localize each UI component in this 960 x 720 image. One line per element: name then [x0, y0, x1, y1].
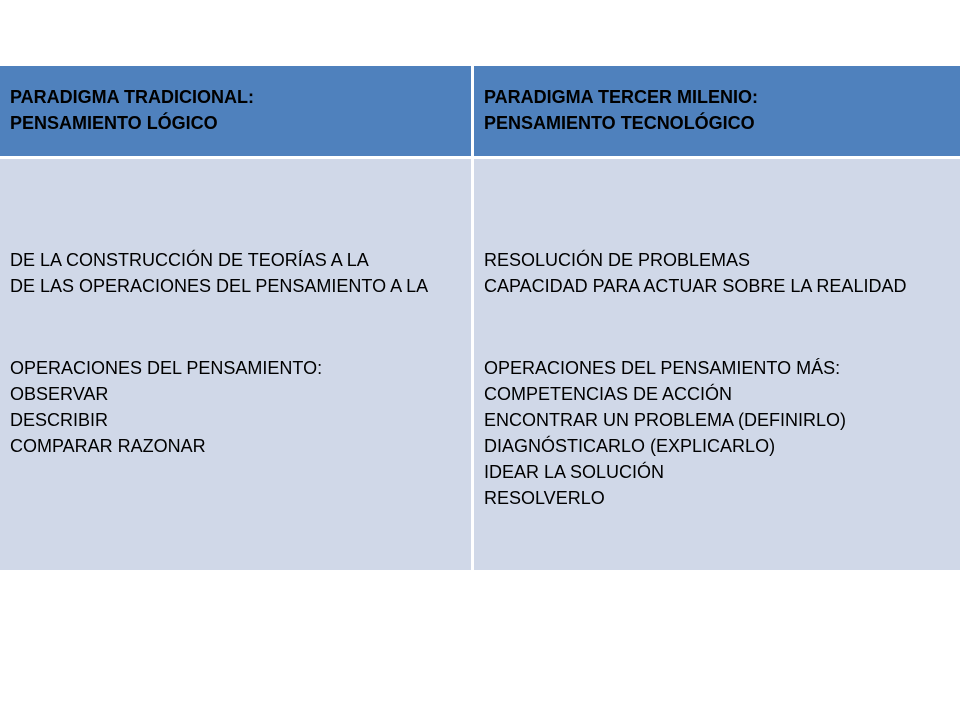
traditional-operations-heading: OPERACIONES DEL PENSAMIENTO: — [10, 358, 323, 378]
traditional-operation-item: DESCRIBIR — [10, 410, 109, 430]
traditional-operations — [10, 355, 471, 459]
third-millennium-intro-line: RESOLUCIÓN DE PROBLEMAS — [484, 250, 751, 270]
traditional-intro-line: DE LAS OPERACIONES DEL PENSAMIENTO A LA — [10, 276, 429, 296]
header-traditional-title: PARADIGMA TRADICIONAL: — [10, 87, 254, 107]
traditional-operation-item: COMPARAR RAZONAR — [10, 436, 206, 456]
third-millennium-intro — [484, 159, 960, 299]
third-millennium-operation-item: IDEAR LA SOLUCIÓN — [484, 462, 665, 482]
header-third-millennium-subtitle: PENSAMIENTO TECNOLÓGICO — [484, 113, 755, 133]
body-cell-third-millennium — [471, 156, 960, 570]
header-traditional-subtitle: PENSAMIENTO LÓGICO — [10, 113, 218, 133]
traditional-intro-line: DE LA CONSTRUCCIÓN DE TEORÍAS A LA — [10, 250, 369, 270]
third-millennium-operation-item: DIAGNÓSTICARLO (EXPLICARLO) — [484, 436, 776, 456]
body-cell-traditional — [0, 156, 471, 570]
third-millennium-operations — [484, 355, 960, 511]
traditional-intro — [10, 159, 471, 299]
third-millennium-operation-item: ENCONTRAR UN PROBLEMA (DEFINIRLO) — [484, 410, 847, 430]
header-cell-traditional — [0, 66, 471, 156]
third-millennium-intro-line: CAPACIDAD PARA ACTUAR SOBRE LA REALIDAD — [484, 276, 907, 296]
third-millennium-operation-item: COMPETENCIAS DE ACCIÓN — [484, 384, 733, 404]
traditional-operation-item: OBSERVAR — [10, 384, 109, 404]
header-cell-third-millennium — [471, 66, 960, 156]
third-millennium-operations-heading: OPERACIONES DEL PENSAMIENTO MÁS: — [484, 358, 841, 378]
comparison-table — [0, 66, 960, 570]
third-millennium-operation-item: RESOLVERLO — [484, 488, 605, 508]
header-third-millennium-title: PARADIGMA TERCER MILENIO: — [484, 87, 758, 107]
